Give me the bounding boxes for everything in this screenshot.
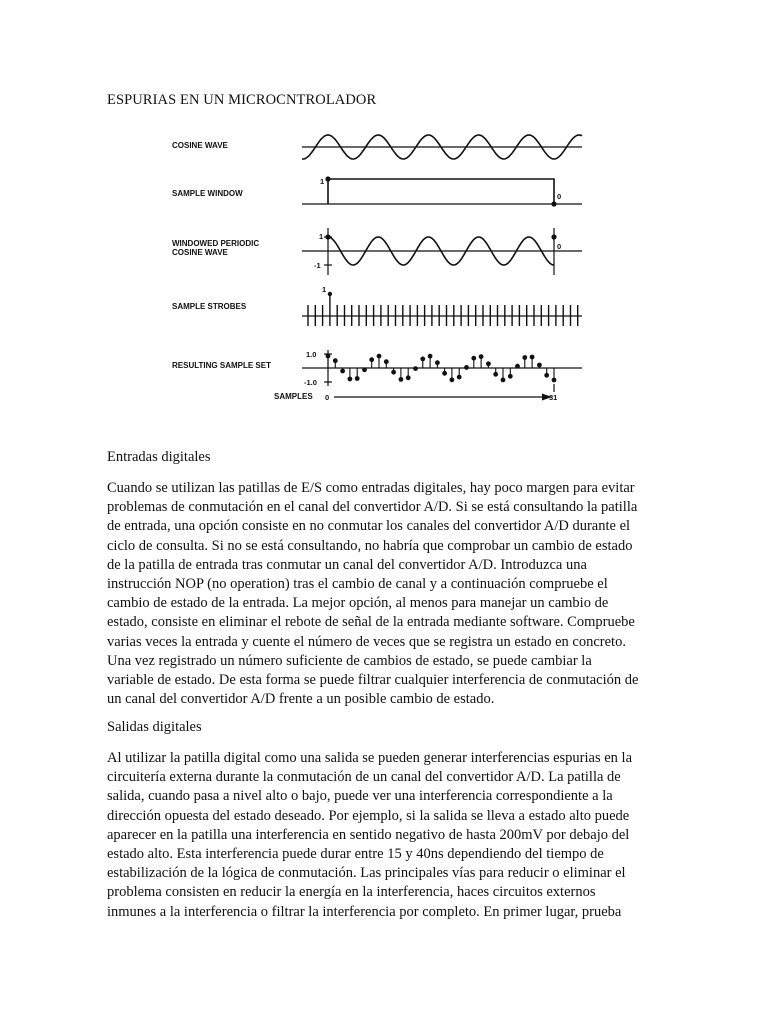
sample-dot [384, 359, 389, 364]
sample-dot [442, 371, 447, 376]
sample-dot [435, 360, 440, 365]
section-heading-entradas: Entradas digitales [107, 449, 211, 465]
paragraph-line: variable de estado. De esta forma se puede filtrar cualquier interferencia de conmutación de [107, 672, 639, 689]
sample-dot [406, 375, 411, 380]
window-end-dot [551, 201, 556, 206]
sample-dot [355, 376, 360, 381]
label-windowed-1: WINDOWED PERIODIC [172, 239, 260, 248]
sample-dot [420, 357, 425, 362]
section-heading-salidas: Salidas digitales [107, 719, 202, 735]
paragraph-line: de la patilla de entrada tras conmutar un canal del convertidor A/D. Introduzca una [107, 556, 587, 573]
paragraph-line: dirección opuesta del estado deseado. Por ejemplo, si la salida se lleva a estado alto puede [107, 807, 630, 824]
windowed-end-dot [551, 234, 556, 239]
paragraph-line: cambio de estado de la entrada. La mejor opción, al menos para manejar un cambio de [107, 595, 609, 612]
paragraph-line: circuitería externa durante la conmutación de un canal del convertidor A/D. La patilla de [107, 769, 621, 786]
sample-dot [450, 377, 455, 382]
sample-dot [486, 361, 491, 366]
signal-sampling-figure [160, 118, 620, 414]
paragraph-line: salida, cuando pasa a nivel alto o bajo, puede ver una interferencia correspondiente a la [107, 788, 613, 805]
sample-dot [552, 378, 557, 383]
sample-dot [333, 358, 338, 363]
sample-dot [515, 364, 520, 369]
tick-samples-end: 31 [549, 393, 558, 402]
sample-dot [340, 369, 345, 374]
sample-dot [493, 372, 498, 377]
paragraph-line: aparecer en la patilla una interferencia en sentido negativo de hasta 200mV por debajo del [107, 826, 630, 843]
paragraph-line: un canal del convertidor A/D frente a un posible cambio de estado. [107, 691, 495, 708]
paragraph-entradas [107, 479, 662, 709]
sample-dot [537, 363, 542, 368]
paragraph-line: inmunes a la interferencia o filtrar la interferencia por completo. En primer lugar, prueba [107, 903, 622, 920]
paragraph-line: estado alto. Esta interferencia puede durar entre 15 y 40ns dependiendo del tiempo de [107, 846, 604, 863]
label-sample-window: SAMPLE WINDOW [172, 189, 243, 198]
tick-window-high: 1 [320, 177, 325, 186]
sample-dot [369, 357, 374, 362]
paragraph-line: Al utilizar la patilla digital como una salida se pueden generar interferencias espurias en la [107, 750, 633, 766]
paragraph-line: instrucción NOP (no operation) tras el cambio de canal y a continuación compruebe el [107, 576, 608, 593]
sample-dot [464, 365, 469, 370]
sample-dot [508, 374, 513, 379]
paragraph-line: varias veces la entrada y cuente el número de veces que se registra un estado en concreto. [107, 633, 626, 650]
tick-window-low: 0 [557, 192, 562, 201]
tick-samples-start: 0 [325, 393, 330, 402]
sample-dot [530, 355, 535, 360]
paragraph-line: problemas de conmutación en el canal del convertidor A/D. Si se está consultando la patilla [107, 499, 638, 516]
label-windowed-2: COSINE WAVE [172, 248, 228, 257]
sample-dot [362, 367, 367, 372]
strobe-start-dot [328, 292, 332, 296]
tick-windowed-high: 1 [319, 232, 324, 241]
sample-dot [522, 355, 527, 360]
sample-dot [428, 354, 433, 359]
paragraph-line: problema consisten en reducir la energía en la interferencia, haces circuitos externos [107, 884, 596, 901]
sample-dot [399, 377, 404, 382]
window-rect [328, 179, 554, 204]
sample-dot [544, 373, 549, 378]
sample-dot [413, 366, 418, 371]
window-start-dot [325, 176, 330, 181]
label-resulting-sample-set: RESULTING SAMPLE SET [172, 361, 271, 370]
sample-dot [457, 375, 462, 380]
sample-dot [471, 356, 476, 361]
paragraph-salidas [107, 749, 662, 922]
document-title: ESPURIAS EN UN MICROCNTROLADOR [107, 92, 377, 108]
label-sample-strobes: SAMPLE STROBES [172, 302, 247, 311]
sample-dot [326, 354, 331, 359]
sample-dot [391, 370, 396, 375]
tick-result-low: -1.0 [304, 378, 317, 387]
sample-dot [377, 354, 382, 359]
label-samples: SAMPLES [274, 392, 313, 401]
paragraph-line: Cuando se utilizan las patillas de E/S como entradas digitales, hay poco margen para evitar [107, 480, 635, 496]
tick-strobe-one: 1 [322, 285, 327, 294]
paragraph-line: ciclo de consulta. Si no se está consultando, no habría que comprobar un cambio de estado [107, 537, 633, 554]
tick-windowed-low: -1 [314, 261, 321, 270]
sample-dot [501, 378, 506, 383]
windowed-start-dot [325, 234, 330, 239]
paragraph-line: estabilización de la lógica de conmutación. Las principales vías para reducir o eliminar el [107, 865, 626, 882]
tick-windowed-zero: 0 [557, 242, 562, 251]
paragraph-line: de entrada, una opción consiste en no conmutar los canales del convertidor A/D durante el [107, 518, 631, 535]
figure-svg [160, 118, 620, 414]
tick-result-high: 1.0 [306, 350, 317, 359]
sample-dot [479, 354, 484, 359]
paragraph-line: Una vez registrado un número suficiente de cambios de estado, se puede cambiar la [107, 652, 592, 669]
label-cosine-wave: COSINE WAVE [172, 141, 228, 150]
strobe-lines [308, 292, 578, 326]
sample-dot [348, 377, 353, 382]
paragraph-line: estado, consiste en eliminar el rebote de señal de la entrada mediante software. Compruebe [107, 614, 635, 631]
